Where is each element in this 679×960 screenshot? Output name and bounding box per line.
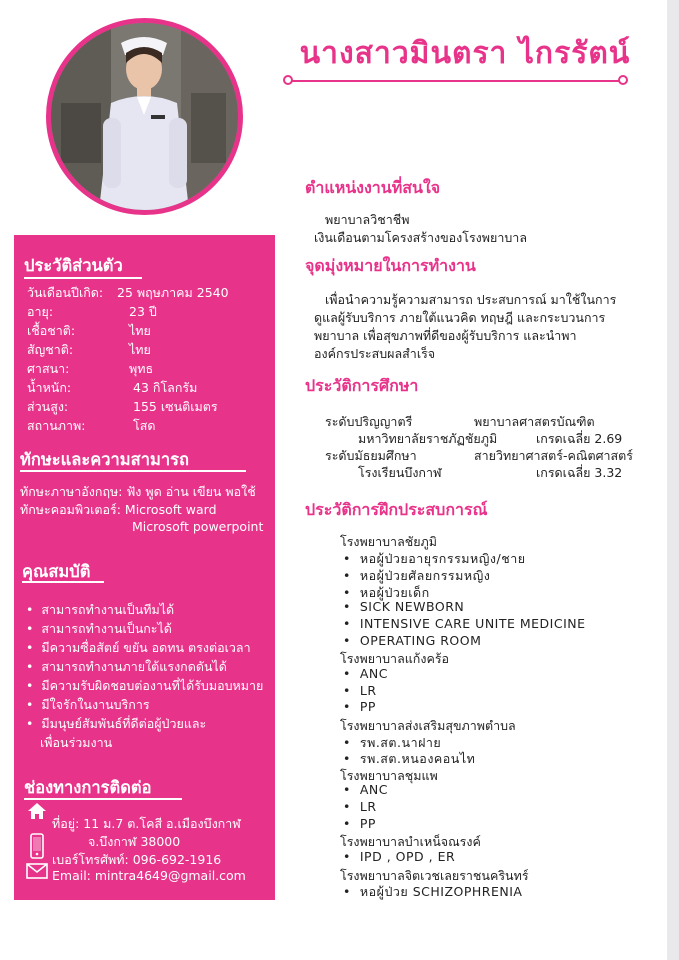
personal-key: ส่วนสูง:: [27, 399, 69, 414]
person-silhouette-icon: [51, 23, 238, 210]
contact-address-2: จ.บึงกาฬ 38000: [88, 834, 181, 849]
experience-item: • INTENSIVE CARE UNITE MEDICINE: [343, 616, 586, 631]
experience-item: • หอผู้ป่วยอายุรกรรมหญิง/ชาย: [343, 549, 526, 569]
education-level: ระดับปริญญาตรี: [325, 414, 413, 429]
goal-heading: จุดมุ่งหมายในการทำงาน: [305, 256, 476, 275]
phone-icon: [30, 833, 44, 859]
education-school: โรงเรียนบึงกาฬ: [358, 465, 442, 480]
experience-item: • หอผู้ป่วย SCHIZOPHRENIA: [343, 882, 522, 902]
experience-place: โรงพยาบาลชัยภูมิ: [340, 534, 438, 549]
contact-heading: ช่องทางการติดต่อ: [24, 778, 152, 797]
experience-item: • LR: [343, 799, 377, 814]
profile-photo: [46, 18, 243, 215]
experience-item: • รพ.สต.หนองคอนไท: [343, 749, 475, 769]
experience-item: • รพ.สต.นาฝาย: [343, 733, 441, 753]
experience-place: โรงพยาบาลบำเหน็จณรงค์: [340, 834, 481, 849]
quality-item: • สามารถทำงานเป็นกะได้: [26, 619, 172, 639]
skills-computer: ทักษะคอมพิวเตอร์: Microsoft ward: [20, 502, 217, 517]
quality-item: • มีความซื่อสัตย์ ขยัน อดทน ตรงต่อเวลา: [26, 638, 251, 658]
full-name: นางสาวมินตรา ไกรรัตน์: [299, 36, 631, 71]
heading-underline: [24, 277, 142, 279]
personal-key: สัญชาติ:: [27, 342, 74, 357]
personal-value: 155 เซนติเมตร: [133, 399, 218, 414]
skills-computer-2: Microsoft powerpoint: [132, 519, 264, 534]
personal-key: ศาสนา:: [27, 361, 70, 376]
personal-value: พุทธ: [129, 361, 154, 376]
personal-value: ไทย: [129, 342, 151, 357]
personal-key: สถานภาพ:: [27, 418, 86, 433]
position-heading: ตำแหน่งงานที่สนใจ: [305, 178, 441, 197]
quality-item-continued: เพื่อนร่วมงาน: [40, 735, 113, 750]
personal-heading: ประวัติส่วนตัว: [24, 256, 123, 275]
experience-place: โรงพยาบาลส่งเสริมสุขภาพตำบล: [340, 718, 516, 733]
mail-icon: [26, 863, 48, 879]
position-line: เงินเดือนตามโครงสร้างของโรงพยาบาล: [314, 230, 527, 245]
education-major: พยาบาลศาสตรบัณฑิต: [474, 414, 595, 429]
quality-item: • มีใจรักในงานบริการ: [26, 695, 150, 715]
experience-item: • หอผู้ป่วยศัลยกรรมหญิง: [343, 566, 490, 586]
skills-heading: ทักษะและความสามารถ: [20, 450, 189, 469]
heading-underline: [20, 470, 246, 472]
quality-item: • มีความรับผิดชอบต่องานที่ได้รับมอบหมาย: [26, 676, 263, 696]
experience-item: • OPERATING ROOM: [343, 633, 481, 648]
page-edge: [667, 0, 679, 960]
skills-language: ทักษะภาษาอังกฤษ: ฟัง พูด อ่าน เขียน พอใช้: [20, 484, 256, 499]
name-underline: [288, 80, 623, 82]
goal-line: พยาบาล เพื่อสุขภาพที่ดีของผู้รับบริการ และนำพา: [314, 328, 577, 343]
education-school: มหาวิทยาลัยราชภัฏชัยภูมิ: [358, 431, 498, 446]
personal-key: น้ำหนัก:: [27, 380, 72, 395]
experience-item: • ANC: [343, 782, 388, 797]
heading-underline: [22, 581, 104, 583]
personal-value: ไทย: [129, 323, 151, 338]
contact-address: ที่อยู่: 11 ม.7 ต.โคสี อ.เมืองบึงกาฬ: [52, 816, 241, 831]
personal-key: อายุ:: [27, 304, 54, 319]
quality-item: • มีมนุษย์สัมพันธ์ที่ดีต่อผู้ป่วยและ: [26, 714, 206, 734]
experience-place: โรงพยาบาลชุมแพ: [340, 768, 438, 783]
goal-line: องค์กรประสบผลสำเร็จ: [314, 346, 436, 361]
experience-item: • SICK NEWBORN: [343, 599, 464, 614]
goal-line: เพื่อนำความรู้ความสามารถ ประสบการณ์ มาใช้ในการ: [325, 292, 617, 307]
education-heading: ประวัติการศึกษา: [305, 376, 419, 395]
education-major: สายวิทยาศาสตร์-คณิตศาสตร์: [474, 448, 633, 463]
experience-place: โรงพยาบาลแก้งคร้อ: [340, 651, 450, 666]
personal-key: เชื้อชาติ:: [27, 323, 76, 338]
underline-dot-left: [283, 75, 293, 85]
personal-key: วันเดือนปีเกิด:: [27, 285, 104, 300]
personal-value: 43 กิโลกรัม: [133, 380, 198, 395]
personal-value: โสด: [133, 418, 156, 433]
contact-phone: เบอร์โทรศัพท์: 096-692-1916: [52, 852, 222, 867]
heading-underline: [24, 798, 182, 800]
goal-line: ดูแลผู้รับบริการ ภายใต้แนวคิด ทฤษฎี และกระบวนการ: [314, 310, 606, 325]
experience-item: • LR: [343, 683, 377, 698]
contact-email: Email: mintra4649@gmail.com: [52, 868, 246, 883]
personal-value: 25 พฤษภาคม 2540: [117, 285, 229, 300]
experience-item: • PP: [343, 816, 376, 831]
experience-place: โรงพยาบาลจิตเวชเลยราชนครินทร์: [340, 868, 529, 883]
personal-value: 23 ปี: [129, 304, 157, 319]
experience-item: • หอผู้ป่วยเด็ก: [343, 583, 430, 603]
experience-item: • IPD , OPD , ER: [343, 849, 455, 864]
education-level: ระดับมัธยมศึกษา: [325, 448, 417, 463]
sidebar-panel: [14, 235, 275, 900]
education-gpa: เกรดเฉลี่ย 2.69: [536, 431, 623, 446]
position-line: พยาบาลวิชาชีพ: [325, 212, 410, 227]
underline-dot-right: [618, 75, 628, 85]
experience-item: • ANC: [343, 666, 388, 681]
quality-item: • สามารถทำงานเป็นทีมได้: [26, 600, 174, 620]
education-gpa: เกรดเฉลี่ย 3.32: [536, 465, 623, 480]
experience-item: • PP: [343, 699, 376, 714]
quality-item: • สามารถทำงานภายใต้แรงกดดันได้: [26, 657, 227, 677]
qualities-heading: คุณสมบัติ: [22, 562, 91, 581]
experience-heading: ประวัติการฝึกประสบการณ์: [305, 500, 488, 519]
home-icon: [27, 802, 47, 820]
